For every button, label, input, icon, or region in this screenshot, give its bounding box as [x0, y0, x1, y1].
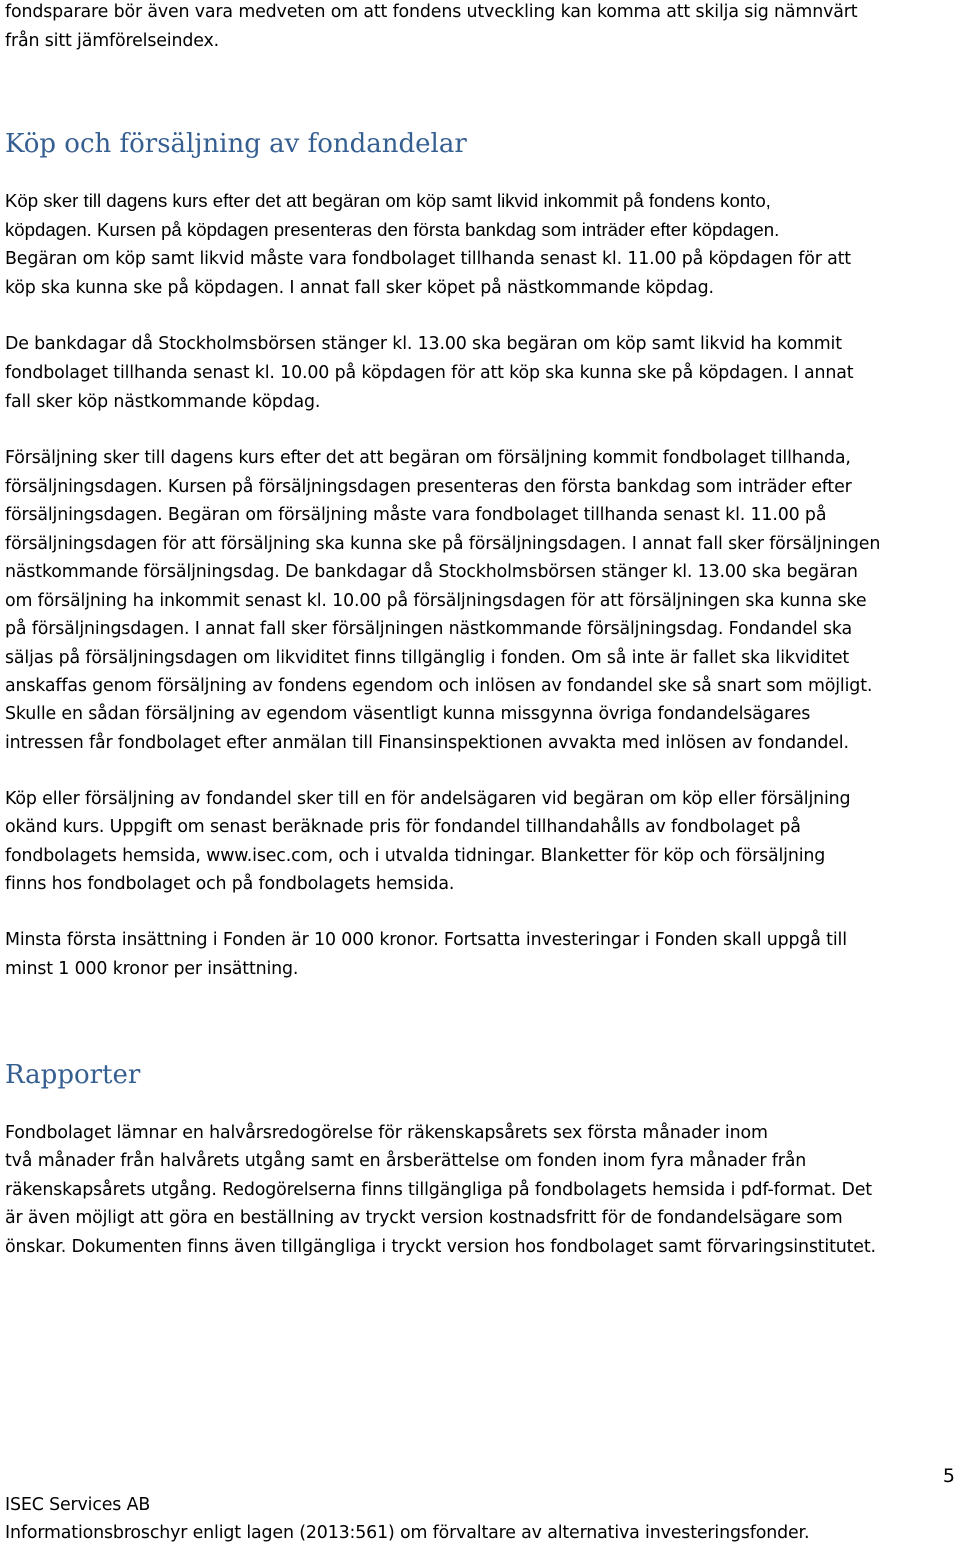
intro-line: från sitt jämförelseindex. — [5, 31, 219, 51]
paragraph-line: önskar. Dokumenten finns även tillgängliga i tryckt version hos fondbolaget samt förvaringsinstitutet. — [5, 1237, 876, 1257]
paragraph-line: Fondbolaget lämnar en halvårsredogörelse för räkenskapsårets sex första månader inom — [5, 1123, 768, 1143]
paragraph-line: räkenskapsårets utgång. Redogörelserna finns tillgängliga på fondbolagets hemsida i pdf-format. Det — [5, 1180, 872, 1200]
section-heading-purchase: Köp och försäljning av fondandelar — [5, 129, 467, 159]
paragraph-line: försäljningsdagen. Begäran om försäljning måste vara fondbolaget tillhanda senast kl. 11.00 på — [5, 505, 827, 525]
paragraph-line: nästkommande försäljningsdag. De bankdagar då Stockholmsbörsen stänger kl. 13.00 ska begäran — [5, 562, 858, 582]
paragraph-line: De bankdagar då Stockholmsbörsen stänger kl. 13.00 ska begäran om köp samt likvid ha kommit — [5, 334, 842, 354]
paragraph-line: Försäljning sker till dagens kurs efter det att begäran om försäljning kommit fondbolaget tillhanda, — [5, 448, 851, 468]
paragraph-line: på försäljningsdagen. I annat fall sker försäljningen nästkommande försäljningsdag. Fondandel ska — [5, 619, 853, 639]
paragraph-line: två månader från halvårets utgång samt en årsberättelse om fonden inom fyra månader från — [5, 1151, 807, 1171]
paragraph-line: försäljningsdagen för att försäljning ska kunna ske på försäljningsdagen. I annat fall sker försäljningen — [5, 534, 881, 554]
footer-company: ISEC Services AB — [5, 1495, 151, 1515]
paragraph-line: om försäljning ha inkommit senast kl. 10.00 på försäljningsdagen för att försäljningen ska kunna ske — [5, 591, 867, 611]
paragraph-line: finns hos fondbolaget och på fondbolagets hemsida. — [5, 874, 455, 894]
footer-document-title: Informationsbroschyr enligt lagen (2013:561) om förvaltare av alternativa investeringsfonder. — [5, 1523, 810, 1543]
paragraph-line: Köp eller försäljning av fondandel sker till en för andelsägaren vid begäran om köp eller försäljning — [5, 789, 851, 809]
paragraph-line: fall sker köp nästkommande köpdag. — [5, 392, 321, 412]
paragraph-line: försäljningsdagen. Kursen på försäljningsdagen presenteras den första bankdag som inträder efter — [5, 477, 852, 497]
paragraph-line: fondbolaget tillhanda senast kl. 10.00 på köpdagen för att köp ska kunna ske på köpdagen. I annat — [5, 363, 854, 383]
paragraph-line: Begäran om köp samt likvid måste vara fondbolaget tillhanda senast kl. 11.00 på köpdagen för att — [5, 249, 851, 269]
paragraph-line: är även möjligt att göra en beställning av tryckt version kostnadsfritt för de fondandelsägare som — [5, 1208, 843, 1228]
paragraph-line: köpdagen. Kursen på köpdagen presenteras den första bankdag som inträder efter köpdagen. — [5, 219, 780, 240]
paragraph-line: minst 1 000 kronor per insättning. — [5, 959, 299, 979]
page-number: 5 — [942, 1465, 955, 1487]
section-heading-reports: Rapporter — [5, 1060, 141, 1090]
paragraph-line: intressen får fondbolaget efter anmälan till Finansinspektionen avvakta med inlösen av fondandel. — [5, 733, 849, 753]
paragraph-line: anskaffas genom försäljning av fondens egendom och inlösen av fondandel ske så snart som möjligt. — [5, 676, 873, 696]
intro-line: fondsparare bör även vara medveten om att fondens utveckling kan komma att skilja sig nämnvärt — [5, 2, 858, 22]
paragraph-line: Köp sker till dagens kurs efter det att begäran om köp samt likvid inkommit på fondens konto, — [5, 190, 771, 211]
paragraph-line: Minsta första insättning i Fonden är 10 000 kronor. Fortsatta investeringar i Fonden skall uppgå till — [5, 930, 847, 950]
paragraph-line: säljas på försäljningsdagen om likviditet finns tillgänglig i fonden. Om så inte är fallet ska likviditet — [5, 648, 850, 668]
paragraph-line: köp ska kunna ske på köpdagen. I annat fall sker köpet på nästkommande köpdag. — [5, 278, 714, 298]
paragraph-line: fondbolagets hemsida, www.isec.com, och i utvalda tidningar. Blanketter för köp och försäljning — [5, 846, 826, 866]
paragraph-line: okänd kurs. Uppgift om senast beräknade pris för fondandel tillhandahålls av fondbolaget på — [5, 817, 801, 837]
paragraph-line: Skulle en sådan försäljning av egendom väsentligt kunna missgynna övriga fondandelsägares — [5, 704, 811, 724]
